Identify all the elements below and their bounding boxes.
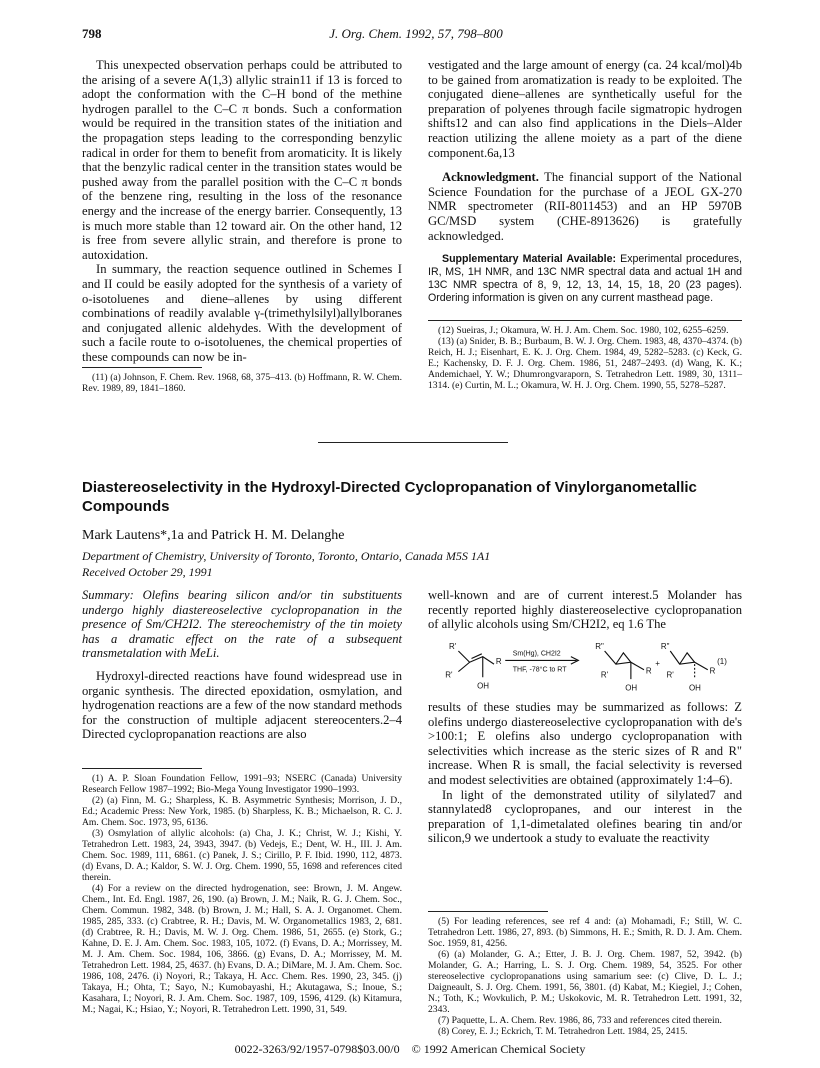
- article-authors: Mark Lautens*,1a and Patrick H. M. Delanghe: [82, 528, 345, 543]
- bottom-right-footnotes: [428, 916, 742, 1037]
- product2-skeleton: [670, 651, 708, 670]
- equation-number: (1): [717, 657, 727, 667]
- label-oh: OH: [625, 683, 638, 693]
- ack-heading: Acknowledgment.: [442, 170, 539, 185]
- body-paragraph: Hydroxyl-directed reactions have found widespread use in organic synthesis. The directed epoxidation, osmylation, and hydrogenation reactions are a few of the now standard methods for the construction of multiple adjacent stereocenters.2–4 Directed cyclopropanation reactions are also: [82, 668, 402, 742]
- label-r: R: [645, 666, 652, 676]
- summary-text: Olefins bearing silicon and/or tin substituents undergo highly diastereoselective cyclopropanation in the presence of Sm/CH2I2. The stereochemistry of the tin moiety has a dramatic effect on the rate of a subsequent transmetalation with MeLi.: [82, 588, 402, 661]
- body-paragraph: vestigated and the large amount of energy (ca. 24 kcal/mol)4b to be gained from aromatization is ready to be exploited. The conjugated diene–allenes are synthetically useful for the preparation of polyenes through facile sigmatropic hydrogen shifts12 and can also find applications in the Diels–Alder reaction utilizing the allene moiety as a part of the diene component.6a,13: [428, 58, 742, 160]
- label-oh: OH: [689, 683, 701, 693]
- supp-text: Experimental procedures, IR, MS, 1H NMR, and 13C NMR spectral data and actual 1H and 13C NMR spectra of 8, 9, 12, 13, 14, 15, 18, 20 (23 pages). Ordering information is given on any current masthead page.: [428, 253, 743, 305]
- top-right-footnotes: [428, 325, 742, 391]
- footnote-rule: [82, 367, 202, 368]
- supplementary-material: [428, 253, 742, 305]
- issn-code: 0022-3263/92/1957-0798$03.00/0: [234, 1042, 400, 1056]
- reaction-scheme-eq1: [428, 636, 740, 696]
- body-paragraph: In light of the demonstrated utility of silylated7 and stannylated8 cyclopropanes, and our interest in the preparation of 1,1-dimetalated olefines bearing tin and/or silicon,9 we undertook a study to evaluate the reactivity: [428, 787, 742, 846]
- footnote: (8) Corey, E. J.; Eckrich, T. M. Tetrahedron Lett. 1984, 25, 2415.: [438, 1026, 688, 1037]
- footnote: (13) (a) Snider, B. B.; Burbaum, B. W. J. Org. Chem. 1983, 48, 4370–4374. (b) Reich, H. J.; Eisenhart, E. K. J. Org. Chem. 1984, 49, 5282–5283. (c) Keck, G. E.; Kachensky, D. F. J. Org. Chem. 1986, 51, 2487–2493. (d) Wang, K. K.; Andemichael, Y. W.; Dhumrongvaraporn, S. Tetrahedron Lett. 1989, 30, 1311–1314. (e) Curtin, M. L.; Okamura, W. H. J. Org. Chem. 1990, 55, 5278–5287.: [428, 336, 742, 391]
- reactant-skeleton: [458, 662, 469, 671]
- bottom-left-column: [82, 588, 402, 742]
- plus-sign: +: [655, 659, 660, 668]
- journal-reference: J. Org. Chem. 1992, 57, 798–800: [329, 26, 503, 41]
- ack-text: The financial support of the National Science Foundation for the purchase of a JEOL GX-270 NMR spectrometer (RII-8011453) and an HP 5970B GC/MSD system (CHE-8913626) is gratefully acknowledged.: [428, 170, 742, 243]
- label-r-prime: R': [666, 670, 674, 680]
- footnote: (3) Osmylation of allylic alcohols: (a) Cha, J. K.; Christ, W. J.; Kishi, Y. Tetrahedron Lett. 1983, 24, 3943, 3947. (b) Vedejs, E.; Dent, W. H., III. J. Am. Chem. Soc. 1989, 111, 6861. (c) Panek, J. S.; Cirillo, P. F. Ibid. 1990, 112, 4873. (d) Evans, D. A.; Kaldor, S. W. J. Org. Chem. 1990, 55, 1698 and references cited therein.: [82, 828, 402, 883]
- footnote-rule: [82, 768, 202, 769]
- supp-heading: Supplementary Material Available:: [442, 253, 617, 266]
- footnote: (6) (a) Molander, G. A.; Etter, J. B. J. Org. Chem. 1987, 52, 3942. (b) Molander, G. A.; Harring, L. S. J. Org. Chem. 1989, 54, 3525. For other stereoselective cyclopropanations using samarium see: (c) Clive, D. L. J.; Daigneault, S. J. Org. Chem. 1991, 56, 3801. (d) Kabat, M.; Kiegiel, J.; Cohen, N.; Toth, K.; Wovkulich, P. M.; Uskokovic, M. R. Tetrahedron Lett. 1991, 32, 2343.: [428, 949, 742, 1015]
- page-footer: [0, 1042, 820, 1057]
- bottom-right-column-bottom: [428, 700, 742, 846]
- label-r: R: [495, 657, 502, 667]
- footnote: (4) For a review on the directed hydrogenation, see: Brown, J. M. Angew. Chem., Int. Ed. Engl. 1987, 26, 190. (a) Brown, J. M.; Naik, R. G. J. Chem. Soc., Chem. Commun. 1982, 348. (b) Brown, J. M.; Hall, S. A. J. Organomet. Chem. 1985, 285, 333. (c) Crabtree, R. H.; Davis, M. W. Organometallics 1983, 2, 681. (d) Crabtree, R. H.; Davis, M. W. J. Org. Chem. 1986, 51, 2655. (e) Stork, G.; Kahne, D. E. J. Am. Chem. Soc. 1983, 105, 1072. (f) Evans, D. A.; Morrissey, M. M. J. Am. Chem. Soc. 1984, 106, 3866. (g) Evans, D. A.; Morrissey, M. M. Tetrahedron Lett. 1984, 25, 4637. (h) Evans, D. A.; DiMare, M. J. Am. Chem. Soc. 1986, 108, 2476. (i) Noyori, R.; Takaya, H. Acc. Chem. Res. 1990, 23, 345. (j) Takaya, H.; Ohta, T.; Sayo, N.; Kumobayashi, H.; Akutagawa, S.; Inoue, S.; Kasahara, I.; Noyori, R. J. Am. Chem. Soc. 1987, 109, 1596, 4129. (k) Kitamura, M.; Nagai, K.; Hsiao, Y.; Noyori, R. Tetrahedron Lett. 1990, 31, 549.: [82, 883, 402, 1015]
- top-left-footnote: [82, 372, 402, 394]
- bottom-right-column-top: [428, 588, 742, 632]
- copyright-notice: © 1992 American Chemical Society: [411, 1042, 586, 1056]
- page-number: 798: [82, 26, 102, 41]
- reagent-top: Sm(Hg), CH2I2: [512, 650, 561, 658]
- label-r-prime: R': [600, 670, 609, 680]
- body-paragraph: This unexpected observation perhaps could be attributed to the arising of a severe A(1,3) allylic strain11 if 13 is forced to adopt the conformation with the C–H bond of the methine hydrogen parallel to the C–C π bonds. Such a conformation would be required in the transition states of the initiation and the propagation steps leading to the corresponding benzylic radical in order for them to benefit from aromaticity. It is likely that the benzylic radical center in the transition states would be pushed away from the parallel position with the C–C π bonds of the benzene ring, resulting in the loss of the resonance energy and the increase of the energy barrier. Consequently, 13 is much more stable than 12 toward air. On the other hand, 12 is free from severe allylic strain, and therefore is prone to autoxidation.: [82, 58, 402, 262]
- body-paragraph: well-known and are of current interest.5 Molander has recently reported highly diastereoselective cyclopropanation of allylic alcohols using Sm/CH2I2, eq 1.6 The: [428, 588, 742, 632]
- article-title: Diastereoselectivity in the Hydroxyl-Directed Cyclopropanation of Vinylorganometallic Compounds: [82, 479, 697, 515]
- footnote: (1) A. P. Sloan Foundation Fellow, 1991–93; NSERC (Canada) University Research Fellow 1987–1992; Bio-Mega Young Investigator 1990–1993.: [82, 773, 402, 795]
- running-header: [82, 26, 750, 44]
- summary: [82, 588, 402, 661]
- summary-label: Summary:: [82, 588, 134, 602]
- reactant-skeleton: [458, 651, 494, 664]
- label-oh: OH: [477, 681, 490, 691]
- footnote: (5) For leading references, see ref 4 and: (a) Mohamadi, F.; Still, W. C. Tetrahedron Lett. 1986, 27, 893. (b) Simmons, H. E.; Smith, R. D. J. Am. Chem. Soc. 1959, 81, 4256.: [428, 916, 742, 949]
- label-r-prime: R': [445, 670, 453, 680]
- body-paragraph: In summary, the reaction sequence outlined in Schemes I and II could be easily adopted for the synthesis of a variety of o-isotoluenes and diene–allenes by using different combinations of readily avalable γ-(trimethylsilyl)allylboranes and conjugated allenic aldehydes. With the development of such a facile route to o-isotoluenes, the chemical properties of these compounds can now be in-: [82, 262, 402, 364]
- acknowledgment: [428, 170, 742, 243]
- footnote: (11) (a) Johnson, F. Chem. Rev. 1968, 68, 375–413. (b) Hoffmann, R. W. Chem. Rev. 1989, 89, 1841–1860.: [82, 372, 402, 394]
- top-left-column: [82, 58, 402, 364]
- footnote-rule: [428, 911, 548, 912]
- footnote-rule: [428, 320, 742, 321]
- footnote: (2) (a) Finn, M. G.; Sharpless, K. B. Asymmetric Synthesis; Morrison, J. D., Ed.; Academic Press: New York, 1985. (b) Sharpless, K. B.; Michaelson, R. C. J. Am. Chem. Soc. 1973, 95, 6136.: [82, 795, 402, 828]
- bottom-left-footnotes: [82, 773, 402, 1015]
- received-date: Received October 29, 1991: [82, 565, 213, 579]
- label-r-double-prime: R": [595, 642, 604, 652]
- footnote: (7) Paquette, L. A. Chem. Rev. 1986, 86, 733 and references cited therein.: [438, 1015, 722, 1026]
- author-affiliation: Department of Chemistry, University of Toronto, Toronto, Ontario, Canada M5S 1A1: [82, 549, 491, 563]
- footnote: (12) Sueiras, J.; Okamura, W. H. J. Am. Chem. Soc. 1980, 102, 6255–6259.: [438, 325, 729, 336]
- section-divider: [318, 442, 508, 443]
- label-r-double-prime: R": [660, 642, 670, 652]
- label-r-prime: R': [449, 642, 457, 652]
- body-paragraph: results of these studies may be summarized as follows: Z olefins undergo diastereoselective cyclopropanation with de's >100:1; E olefins also undergo cyclopropanation with selectivities which increase as the steric sizes of R and R" increase. When R is small, the facial selectivity is reversed and modest selectivities are obtained (approximately 1:4–6).: [428, 700, 742, 787]
- label-r: R: [709, 666, 716, 676]
- reagent-bottom: THF, -78°C to RT: [512, 666, 567, 674]
- top-right-column: [428, 58, 742, 305]
